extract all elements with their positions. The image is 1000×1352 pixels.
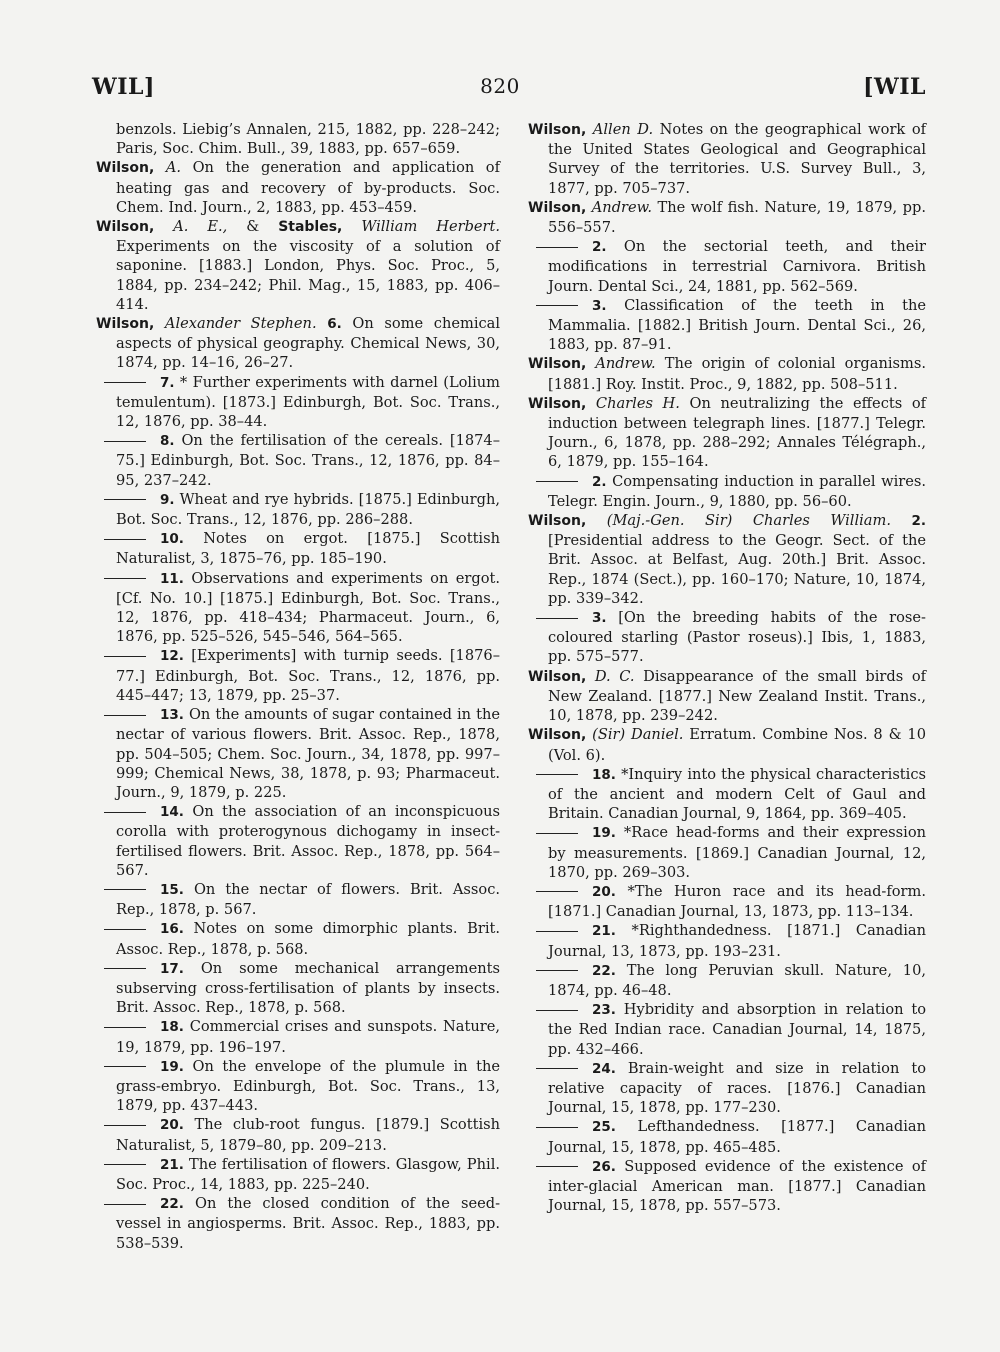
- bibliography-entry: [528, 198, 926, 237]
- bibliography-entry: [96, 120, 500, 158]
- ditto-dash: [104, 929, 146, 930]
- bibliography-entry: [96, 646, 500, 705]
- entry-number: 22.: [592, 962, 616, 979]
- bibliography-entry: [96, 1017, 500, 1056]
- entry-number: 21.: [160, 1156, 184, 1173]
- entry-text: Classification of the teeth in the Mammalia. [1882.] British Journ. Dental Sci., 26, 1883, pp. 87–91.: [548, 296, 927, 354]
- entry-number: 6.: [327, 316, 342, 333]
- entry-text: The origin of colonial organisms. [1881.] Roy. Instit. Proc., 9, 1882, pp. 508–511.: [548, 355, 927, 393]
- entry-text: On the association of an inconspicuous corolla with proterogynous dichogamy in insect-fertilised flowers. Brit. Assoc. Rep., 1878, pp. 564–567.: [116, 803, 501, 879]
- entry-number: 2.: [911, 513, 927, 530]
- entry-number: 8.: [160, 433, 175, 450]
- entry-number: 22.: [160, 1196, 184, 1213]
- entry-text: Experiments on the viscosity of a solution of saponine. [1883.] London, Phys. Soc. Proc., 5, 1884, pp. 234–242; Phil. Mag., 15, 1883, pp. 406–414.: [116, 238, 500, 313]
- entry-text: *Inquiry into the physical characteristics of the ancient and modern Celt of Gaul and Britain. Canadian Journal, 9, 1864, pp. 369–405.: [548, 765, 927, 823]
- bibliography-entry: [96, 802, 500, 880]
- bibliography-entry: [96, 1194, 500, 1253]
- bibliography-entry: [528, 608, 926, 667]
- ditto-dash: [104, 1204, 146, 1205]
- ditto-dash: [104, 812, 146, 813]
- entry-text: Notes on ergot. [1875.] Scottish Naturalist, 3, 1875–76, pp. 185–190.: [116, 530, 500, 568]
- entry-text: Notes on some dimorphic plants. Brit. Assoc. Rep., 1878, p. 568.: [116, 920, 501, 958]
- author-given-name: (Maj.-Gen. Sir) Charles William.: [606, 512, 891, 530]
- entry-number: 20.: [160, 1117, 184, 1134]
- entry-text: On some mechanical arrangements subserving cross-fertilisation of plants by insects. Brit. Assoc. Rep., 1878, p. 568.: [116, 959, 500, 1017]
- ditto-dash: [536, 1166, 578, 1167]
- bibliography-entry: [96, 431, 500, 490]
- entry-text: On the fertilisation of the cereals. [1874–75.] Edinburgh, Bot. Soc. Trans., 12, 1876, pp. 84–95, 237–242.: [116, 432, 500, 489]
- author-given-name: A.: [165, 159, 182, 177]
- ditto-dash: [536, 247, 578, 248]
- bibliography-entry: [528, 472, 926, 511]
- entry-number: 24.: [592, 1060, 616, 1077]
- ditto-dash: [104, 1164, 146, 1165]
- bibliography-entry: [528, 1117, 926, 1156]
- author-conjunction: &: [246, 218, 279, 236]
- entry-number: 15.: [160, 881, 184, 898]
- entry-number: 20.: [592, 883, 616, 900]
- entry-text: The fertilisation of flowers. Glasgow, Phil. Soc. Proc., 14, 1883, pp. 225–240.: [116, 1155, 500, 1193]
- bibliography-entry: [528, 765, 926, 824]
- ditto-dash: [104, 889, 146, 890]
- author-given-name: D. C.: [594, 667, 635, 685]
- bibliography-entry: [528, 511, 926, 608]
- author-given-name: Andrew.: [591, 198, 653, 216]
- entry-number: 23.: [592, 1002, 616, 1019]
- entry-number: 18.: [160, 1019, 184, 1036]
- entry-text: Wheat and rye hybrids. [1875.] Edinburgh, Bot. Soc. Trans., 12, 1876, pp. 286–288.: [116, 490, 500, 529]
- entry-number: 19.: [160, 1058, 184, 1075]
- bibliography-entry: [96, 158, 500, 217]
- bibliography-entry: [96, 705, 500, 802]
- ditto-dash: [104, 1066, 146, 1067]
- bibliography-entry: [528, 882, 926, 921]
- entry-number: 16.: [160, 921, 184, 938]
- entry-text: On the closed condition of the seed-vessel in angiosperms. Brit. Assoc. Rep., 1883, pp. 538–539.: [116, 1195, 500, 1252]
- ditto-dash: [104, 1027, 146, 1028]
- ditto-dash: [536, 481, 578, 482]
- author-given-name: Andrew.: [595, 355, 656, 373]
- bibliography-entry: [528, 921, 926, 960]
- entry-number: 18.: [592, 766, 616, 783]
- ditto-dash: [536, 970, 578, 971]
- ditto-dash: [536, 833, 578, 834]
- ditto-dash: [536, 618, 578, 619]
- entry-number: 25.: [592, 1119, 616, 1136]
- bibliography-entry: [96, 529, 500, 568]
- author-given-name: Charles H.: [595, 394, 680, 412]
- author-surname: Wilson,: [528, 727, 587, 744]
- entry-number: 17.: [160, 960, 184, 977]
- entry-text: On the generation and application of heating gas and recovery of by-products. Soc. Chem. Ind. Journ., 2, 1883, pp. 453–459.: [116, 159, 500, 216]
- bibliography-entry: [528, 823, 926, 882]
- entry-number: 2.: [592, 239, 607, 256]
- running-head-left: WIL]: [92, 74, 155, 100]
- ditto-dash: [104, 539, 146, 540]
- bibliography-entry: [528, 961, 926, 1000]
- author-surname: Wilson,: [96, 316, 155, 333]
- ditto-dash: [536, 774, 578, 775]
- entry-text: On the amounts of sugar contained in the nectar of various flowers. Brit. Assoc. Rep., 1878, pp. 504–505; Chem. Soc. Journ., 34, 1878, pp. 997–999; Chemical News, 38, 1878, p. 93; Pharmaceut. Journ., 9, 1879, p. 225.: [116, 706, 501, 801]
- entry-number: 13.: [160, 707, 184, 724]
- running-head-right: [WIL: [863, 74, 926, 100]
- bibliography-entry: [528, 120, 926, 198]
- entry-text: Commercial crises and sunspots. Nature, 19, 1879, pp. 196–197.: [116, 1018, 501, 1056]
- author-surname: Stables,: [278, 219, 343, 236]
- ditto-dash: [536, 1068, 578, 1069]
- author-given-name: Alexander Stephen.: [164, 315, 317, 333]
- entry-number: 21.: [592, 923, 616, 940]
- ditto-dash: [536, 305, 578, 306]
- bibliography-entry: [528, 1059, 926, 1118]
- bibliography-entry: [96, 1115, 500, 1154]
- ditto-dash: [536, 1127, 578, 1128]
- author-surname: Wilson,: [528, 513, 587, 530]
- entry-text: On the envelope of the plumule in the grass-embryo. Edinburgh, Bot. Soc. Trans., 13, 1879, pp. 437–443.: [116, 1057, 500, 1115]
- ditto-dash: [104, 1125, 146, 1126]
- entry-number: 11.: [160, 570, 184, 587]
- ditto-dash: [104, 499, 146, 500]
- entry-text: Notes on the geographical work of the United States Geological and Geographical Survey of the territories. U.S. Survey Bull., 3, 1877, pp. 705–737.: [548, 121, 927, 197]
- author-surname: Wilson,: [528, 395, 587, 412]
- left-column: [96, 120, 500, 1253]
- entry-text: The club-root fungus. [1879.] Scottish Naturalist, 5, 1879–80, pp. 209–213.: [116, 1116, 501, 1154]
- ditto-dash: [104, 715, 146, 716]
- bibliography-entry: [96, 959, 500, 1018]
- bibliography-entry: [96, 1057, 500, 1116]
- author-given-name: A. E.,: [173, 218, 228, 236]
- author-surname: Wilson,: [528, 668, 587, 685]
- entry-text: Hybridity and absorption in relation to the Red Indian race. Canadian Journal, 14, 1875, pp. 432–466.: [548, 1001, 927, 1058]
- bibliography-entry: [96, 919, 500, 958]
- entry-text: *Race head-forms and their expression by measurements. [1869.] Canadian Journal, 12, 1870, pp. 269–303.: [548, 824, 927, 881]
- bibliography-entry: [96, 490, 500, 529]
- bibliography-entry: [528, 296, 926, 355]
- entry-number: 3.: [592, 610, 607, 627]
- entry-text: Brain-weight and size in relation to relative capacity of races. [1876.] Canadian Journal, 15, 1878, pp. 177–230.: [548, 1059, 927, 1117]
- entry-text: *Righthandedness. [1871.] Canadian Journal, 13, 1873, pp. 193–231.: [548, 922, 926, 960]
- bibliography-entry: [96, 314, 500, 373]
- ditto-dash: [536, 1010, 578, 1011]
- page-number: 820: [480, 74, 520, 98]
- bibliography-entry: [96, 217, 500, 314]
- ditto-dash: [104, 578, 146, 579]
- entry-text: Erratum. Combine Nos. 8 & 10 (Vol. 6).: [548, 726, 926, 764]
- entry-number: 2.: [592, 473, 607, 490]
- entry-number: 14.: [160, 804, 184, 821]
- ditto-dash: [104, 382, 146, 383]
- entry-text: The wolf fish. Nature, 19, 1879, pp. 556–557.: [548, 198, 926, 237]
- entry-text: [Experiments] with turnip seeds. [1876–77.] Edinburgh, Bot. Soc. Trans., 12, 1876, pp. 445–447; 13, 1879, pp. 25–37.: [116, 647, 500, 704]
- entry-text: [Presidential address to the Geogr. Sect. of the Brit. Assoc. at Belfast, Aug. 20th.] Brit. Assoc. Rep., 1874 (Sect.), pp. 160–170; Nature, 10, 1874, pp. 339–342.: [548, 532, 926, 607]
- entry-text: Supposed evidence of the existence of inter-glacial American man. [1877.] Canadian Journal, 15, 1878, pp. 557–573.: [548, 1157, 927, 1215]
- entry-text: benzols. Liebig’s Annalen, 215, 1882, pp. 228–242; Paris, Soc. Chim. Bull., 39, 1883, pp. 657–659.: [116, 121, 500, 158]
- bibliography-entry: [528, 237, 926, 296]
- entry-text: On some chemical aspects of physical geography. Chemical News, 30, 1874, pp. 14–16, 26–27.: [116, 315, 501, 372]
- ditto-dash: [104, 968, 146, 969]
- right-column: [528, 120, 926, 1215]
- bibliography-entry: [528, 725, 926, 764]
- entry-text: *The Huron race and its head-form. [1871.] Canadian Journal, 13, 1873, pp. 113–134.: [548, 882, 927, 921]
- entry-number: 26.: [592, 1158, 616, 1175]
- entry-text: The long Peruvian skull. Nature, 10, 1874, pp. 46–48.: [548, 961, 927, 999]
- author-given-name: (Sir) Daniel.: [592, 726, 684, 744]
- ditto-dash: [104, 441, 146, 442]
- entry-text: Compensating induction in parallel wires. Telegr. Engin. Journ., 9, 1880, pp. 56–60.: [548, 472, 926, 510]
- entry-number: 12.: [160, 648, 184, 665]
- author-surname: Wilson,: [96, 160, 155, 177]
- ditto-dash: [536, 931, 578, 932]
- entry-text: On the sectorial teeth, and their modifications in terrestrial Carnivora. British Journ. Dental Sci., 24, 1881, pp. 562–569.: [548, 238, 926, 295]
- author-surname: Wilson,: [528, 356, 587, 373]
- bibliography-entry: [96, 373, 500, 432]
- bibliography-entry: [528, 667, 926, 726]
- entry-text: [On the breeding habits of the rose-coloured starling (Pastor roseus).] Ibis, 1, 1883, pp. 575–577.: [548, 609, 926, 666]
- entry-text: On the nectar of flowers. Brit. Assoc. Rep., 1878, p. 567.: [116, 880, 501, 919]
- bibliography-entry: [528, 394, 926, 472]
- bibliography-entry: [528, 354, 926, 393]
- entry-number: 10.: [160, 531, 184, 548]
- bibliography-entry: [528, 1157, 926, 1216]
- author-surname: Wilson,: [96, 219, 155, 236]
- entry-text: Disappearance of the small birds of New Zealand. [1877.] New Zealand Instit. Trans., 10, 1878, pp. 239–242.: [548, 667, 927, 725]
- bibliography-entry: [96, 569, 500, 647]
- entry-text: * Further experiments with darnel (Lolium temulentum). [1873.] Edinburgh, Bot. Soc. Trans., 12, 1876, pp. 38–44.: [116, 373, 500, 431]
- bibliography-entry: [96, 1155, 500, 1194]
- entry-number: 19.: [592, 825, 616, 842]
- entry-number: 7.: [160, 374, 175, 391]
- entry-text: Lefthandedness. [1877.] Canadian Journal, 15, 1878, pp. 465–485.: [548, 1118, 926, 1156]
- entry-number: 3.: [592, 297, 607, 314]
- entry-text: Observations and experiments on ergot. [Cf. No. 10.] [1875.] Edinburgh, Bot. Soc. Trans., 12, 1876, pp. 418–434; Pharmaceut. Journ., 6, 1876, pp. 525–526, 545–546, 564–565.: [116, 569, 500, 646]
- ditto-dash: [104, 656, 146, 657]
- ditto-dash: [536, 891, 578, 892]
- author-given-name: William Herbert.: [361, 218, 501, 236]
- author-surname: Wilson,: [528, 199, 587, 216]
- entry-number: 9.: [160, 491, 175, 508]
- bibliography-entry: [528, 1000, 926, 1059]
- author-surname: Wilson,: [528, 122, 587, 138]
- entry-text: On neutralizing the effects of induction between telegraph lines. [1877.] Telegr. Journ., 6, 1878, pp. 288–292; Annales Télégraph., 6, 1879, pp. 155–164.: [548, 394, 927, 471]
- bibliography-entry: [96, 880, 500, 919]
- author-given-name: Allen D.: [592, 121, 654, 138]
